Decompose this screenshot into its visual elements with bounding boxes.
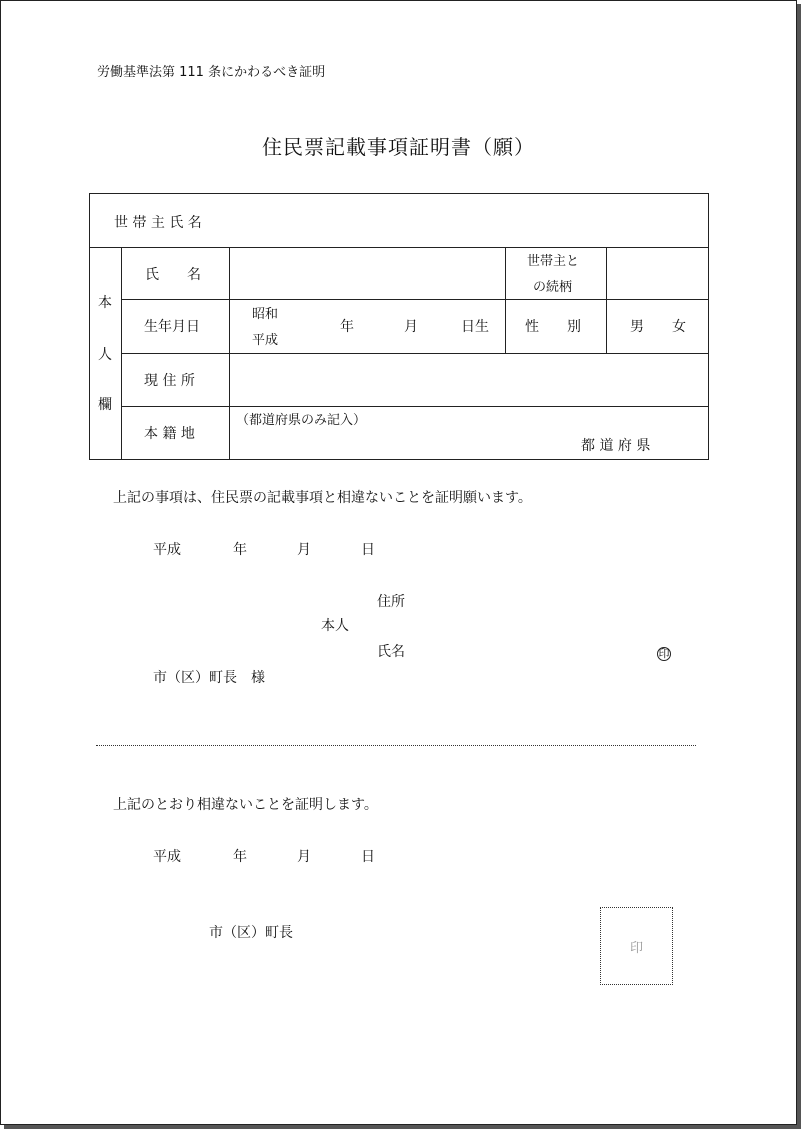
- law-reference: 労働基準法第 111 条にかわるべき証明: [97, 65, 326, 80]
- relation-field[interactable]: [612, 254, 702, 294]
- request-name-label: 氏名: [377, 644, 405, 660]
- certification-month: 月: [297, 849, 311, 865]
- request-year: 年: [233, 542, 247, 558]
- gender-label: 性 別: [525, 319, 581, 335]
- row-divider: [121, 353, 708, 354]
- householder-name-field[interactable]: [240, 208, 700, 234]
- name-label: 氏 名: [145, 267, 201, 283]
- relation-label-line2: の続柄: [533, 280, 573, 295]
- request-era: 平成: [153, 542, 181, 558]
- name-field[interactable]: [235, 254, 500, 294]
- certification-year: 年: [233, 849, 247, 865]
- stamp-label: 印: [629, 940, 643, 956]
- col-divider: [121, 247, 122, 459]
- request-addressee: 市（区）町長 様: [153, 670, 265, 686]
- domicile-label: 本 籍 地: [144, 426, 195, 442]
- certification-mayor: 市（区）町長: [209, 925, 293, 941]
- domicile-note: （都道府県のみ記入）: [236, 413, 367, 428]
- person-section-label-1: 本: [98, 295, 112, 311]
- person-section-label-2: 人: [98, 347, 112, 363]
- seal-mark: 印: [658, 647, 670, 660]
- birth-day-unit: 日生: [461, 319, 489, 335]
- householder-name-label: 世 帯 主 氏 名: [114, 215, 202, 231]
- official-stamp-box: [600, 907, 673, 985]
- certification-statement: 上記のとおり相違ないことを証明します。: [113, 797, 378, 813]
- certification-era: 平成: [153, 849, 181, 865]
- era-showa[interactable]: 昭和: [252, 307, 279, 322]
- request-statement: 上記の事項は、住民票の記載事項と相違ないことを証明願います。: [113, 490, 532, 506]
- certificate-table: [89, 193, 709, 460]
- person-section-label-3: 欄: [98, 397, 112, 413]
- row-divider: [121, 406, 708, 407]
- birth-month-unit: 月: [404, 319, 418, 335]
- col-divider: [606, 247, 607, 353]
- request-person-label: 本人: [321, 618, 349, 634]
- row-divider: [121, 299, 708, 300]
- era-heisei[interactable]: 平成: [252, 333, 279, 348]
- document-title: 住民票記載事項証明書（願）: [262, 135, 535, 159]
- birth-date-label: 生年月日: [144, 319, 200, 335]
- col-divider: [229, 247, 230, 459]
- prefecture-suffix: 都 道 府 県: [581, 438, 651, 454]
- request-month: 月: [297, 542, 311, 558]
- relation-label-line1: 世帯主と: [527, 254, 580, 269]
- gender-options[interactable]: 男 女: [630, 319, 686, 335]
- current-address-label: 現 住 所: [144, 373, 195, 389]
- request-day: 日: [361, 542, 375, 558]
- row-divider: [90, 247, 708, 248]
- current-address-field[interactable]: [235, 360, 703, 400]
- seal-icon: [657, 642, 671, 661]
- request-address-label: 住所: [377, 594, 405, 610]
- dotted-separator: [96, 745, 696, 746]
- birth-year-unit: 年: [340, 319, 354, 335]
- col-divider: [505, 247, 506, 353]
- certification-day: 日: [361, 849, 375, 865]
